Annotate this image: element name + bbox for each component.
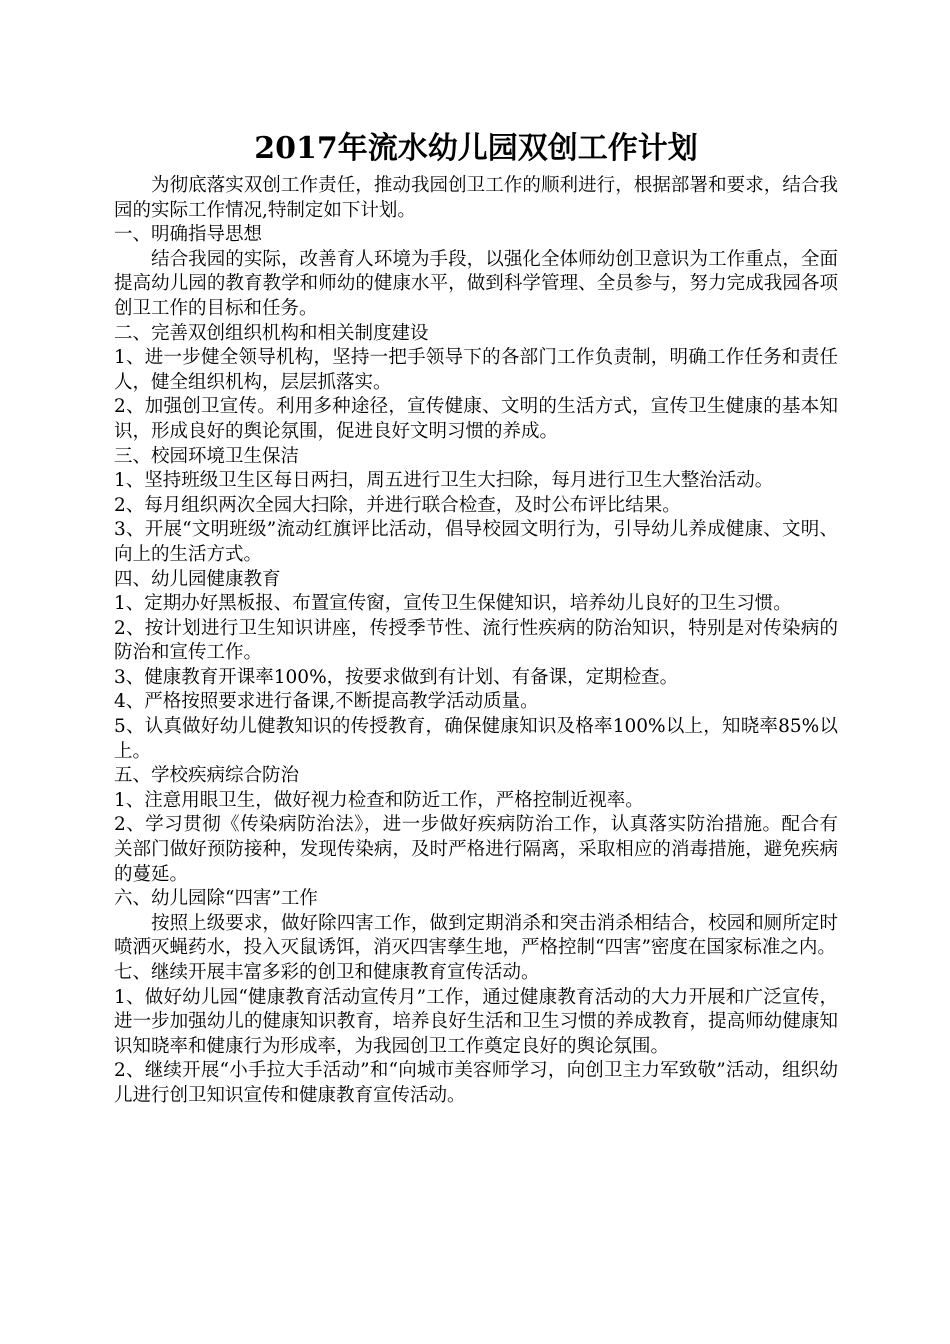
section-5-item-1: 1、注意用眼卫生，做好视力检查和防近工作，严格控制近视率。 [114,789,644,811]
section-heading-3: 三、校园环境卫生保洁 [114,445,300,467]
document-body [114,128,838,1109]
section-1-paragraph: 结合我园的实际，改善育人环境为手段，以强化全体师幼创卫意识为工作重点，全面提高幼儿园的教育教学和师幼的健康水平，做到科学管理、全员参与，努力完成我园各项创卫工作的目标和任务。 [114,248,838,319]
section-2-item-1: 1、进一步健全领导机构，坚持一把手领导下的各部门工作负责制，明确工作任务和责任人，健全组织机构，层层抓落实。 [114,347,838,393]
section-4-item-1: 1、定期办好黑板报、布置宣传窗，宣传卫生保健知识，培养幼儿良好的卫生习惯。 [114,593,792,615]
section-4-item-4: 4、严格按照要求进行备课,不断提高教学活动质量。 [114,691,539,713]
section-3-item-1: 1、坚持班级卫生区每日两扫，周五进行卫生大扫除，每月进行卫生大整治活动。 [114,470,774,492]
section-heading-4: 四、幼儿园健康教育 [114,568,281,590]
section-5-item-2: 2、学习贯彻《传染病防治法》，进一步做好疾病防治工作，认真落实防治措施。配合有关部门做好预防接种，发现传染病，及时严格进行隔离，采取相应的消毒措施，避免疾病的蔓延。 [114,814,838,885]
section-heading-5: 五、学校疾病综合防治 [114,765,300,787]
section-3-item-3: 3、开展“文明班级”流动红旗评比活动，倡导校园文明行为，引导幼儿养成健康、文明、向上的生活方式。 [114,519,838,565]
section-6-paragraph: 按照上级要求，做好除四害工作，做到定期消杀和突击消杀相结合，校园和厕所定时喷洒灭蝇药水，投入灭鼠诱饵，消灭四害孳生地，严格控制“四害”密度在国家标准之内。 [114,912,838,959]
section-heading-6: 六、幼儿园除“四害”工作 [114,888,318,910]
intro-paragraph: 为彻底落实双创工作责任，推动我园创卫工作的顺利进行，根据部署和要求，结合我园的实际工作情况,特制定如下计划。 [114,175,838,221]
document-title: 2017年流水幼儿园双创工作计划 [254,131,698,166]
section-7-item-1: 1、做好幼儿园“健康教育活动宣传月”工作，通过健康教育活动的大力开展和广泛宣传，进一步加强幼儿的健康知识教育，培养良好生活和卫生习惯的养成教育，提高师幼健康知识知晓率和健康行为形成率，为我园创卫工作奠定良好的舆论氛围。 [114,986,838,1057]
section-4-item-3: 3、健康教育开课率100%，按要求做到有计划、有备课，定期检查。 [114,666,679,688]
section-heading-2: 二、完善双创组织机构和相关制度建设 [114,322,429,344]
section-7-item-2: 2、继续开展“小手拉大手活动”和“向城市美容师学习，向创卫主力军致敬”活动，组织幼儿进行创卫知识宣传和健康教育宣传活动。 [114,1060,838,1106]
section-3-item-2: 2、每月组织两次全园大扫除，并进行联合检查，及时公布评比结果。 [114,494,681,516]
section-4-item-2: 2、按计划进行卫生知识讲座，传授季节性、流行性疾病的防治知识，特别是对传染病的防治和宣传工作。 [114,617,838,664]
section-heading-7: 七、继续开展丰富多彩的创卫和健康教育宣传活动。 [114,962,540,983]
section-4-item-5: 5、认真做好幼儿健教知识的传授教育，确保健康知识及格率100%以上，知晓率85%以上。 [114,716,838,762]
section-2-item-2: 2、加强创卫宣传。利用多种途径，宣传健康、文明的生活方式，宣传卫生健康的基本知识，形成良好的舆论氛围，促进良好文明习惯的养成。 [114,396,838,442]
section-heading-1: 一、明确指导思想 [114,224,263,246]
